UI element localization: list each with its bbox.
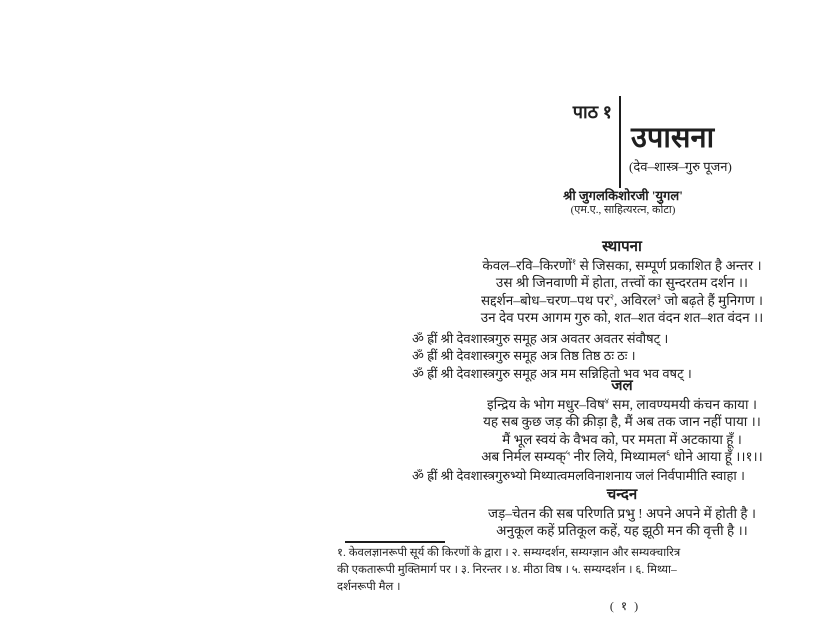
footnote-line: की एकतारूपी मुक्तिमार्ग पर । ३. निरन्तर । ४. मीठा विष । ५. सम्यग्दर्शन । ६. मिथ्या– bbox=[337, 564, 677, 576]
mantra-line: ॐ ह्रीं श्री देवशास्त्रगुरुभ्यो मिथ्यात्वमलविनाशनाय जलं निर्वपामीति स्वाहा । bbox=[412, 468, 745, 483]
author-credentials: (एम.ए., साहित्यरत्न, कोटा) bbox=[570, 204, 676, 216]
verse-line: केवल–रवि–किरणों$^१$ से जिसका, सम्पूर्ण प्रकाशित है अन्तर । bbox=[482, 257, 762, 273]
footnote-separator bbox=[345, 541, 445, 543]
author-name: श्री जुगलकिशोरजी 'युगल' bbox=[563, 188, 683, 203]
page-number: ( १ ) bbox=[609, 599, 641, 613]
title-divider-line bbox=[619, 96, 621, 188]
section-heading-jal: जल bbox=[611, 378, 633, 394]
page-title: उपासना bbox=[631, 122, 715, 154]
verse-line: मैं भूल स्वयं के वैभव को, पर ममता में अटकाया हूँ । bbox=[502, 431, 742, 447]
verse-line: इन्द्रिय के भोग मधुर–विष$^४$ सम, लावण्यमयी कंचन काया । bbox=[486, 396, 758, 412]
verse-line: उस श्री जिनवाणी में होता, तत्त्वों का सुन्दरतम दर्शन ।। bbox=[495, 275, 749, 291]
mantra-line: ॐ ह्रीं श्री देवशास्त्रगुरु समूह अत्र तिष्ठ तिष्ठ ठः ठः । bbox=[412, 348, 636, 364]
section-heading-sthapana: स्थापना bbox=[602, 239, 642, 255]
verse-line: उन देव परम आगम गुरु को, शत–शत वंदन शत–शत वंदन ।। bbox=[480, 310, 764, 326]
footnote-line: १. केवलज्ञानरूपी सूर्य की किरणों के द्वारा । २. सम्यग्दर्शन, सम्यग्ज्ञान और सम्यक्चारित्र bbox=[337, 547, 681, 559]
footnote-line: दर्शनरूपी मैल । bbox=[337, 581, 401, 593]
verse-line: अब निर्मल सम्यक्$^५$ नीर लिये, मिथ्यामल$^६$ धोने आया हूँ ।।१।। bbox=[481, 448, 763, 465]
verse-line: सद्दर्शन–बोध–चरण–पथ पर$^२$, अविरल$^३$ जो बढ़ते हैं मुनिगण । bbox=[480, 292, 764, 308]
footnotes bbox=[337, 545, 797, 596]
mantra-block-sthapana bbox=[412, 330, 828, 382]
verse-line: जड़–चेतन की सब परिणति प्रभु ! अपने अपने में होती है । bbox=[487, 506, 757, 521]
verse-block-sthapana bbox=[412, 257, 828, 327]
mantra-block-jal bbox=[412, 467, 828, 484]
verse-block-jal bbox=[412, 396, 828, 466]
mantra-line: ॐ ह्रीं श्री देवशास्त्रगुरु समूह अत्र मम सन्निहितो भव भव वषट् । bbox=[412, 365, 692, 381]
section-heading-chandan: चन्दन bbox=[606, 487, 638, 503]
mantra-line: ॐ ह्रीं श्री देवशास्त्रगुरु समूह अत्र अवतर अवतर संवौषट् । bbox=[412, 331, 669, 346]
verse-line: यह सब कुछ जड़ की क्रीड़ा है, मैं अब तक जान नहीं पाया ।। bbox=[483, 414, 761, 430]
verse-block-chandan bbox=[412, 505, 828, 540]
lesson-number: पाठ १ bbox=[572, 102, 612, 122]
verse-line: अनुकूल कहें प्रतिकूल कहें, यह झूठी मन की वृत्ती है ।। bbox=[496, 523, 748, 539]
title-subtitle: (देव–शास्त्र–गुरु पूजन) bbox=[629, 159, 732, 174]
